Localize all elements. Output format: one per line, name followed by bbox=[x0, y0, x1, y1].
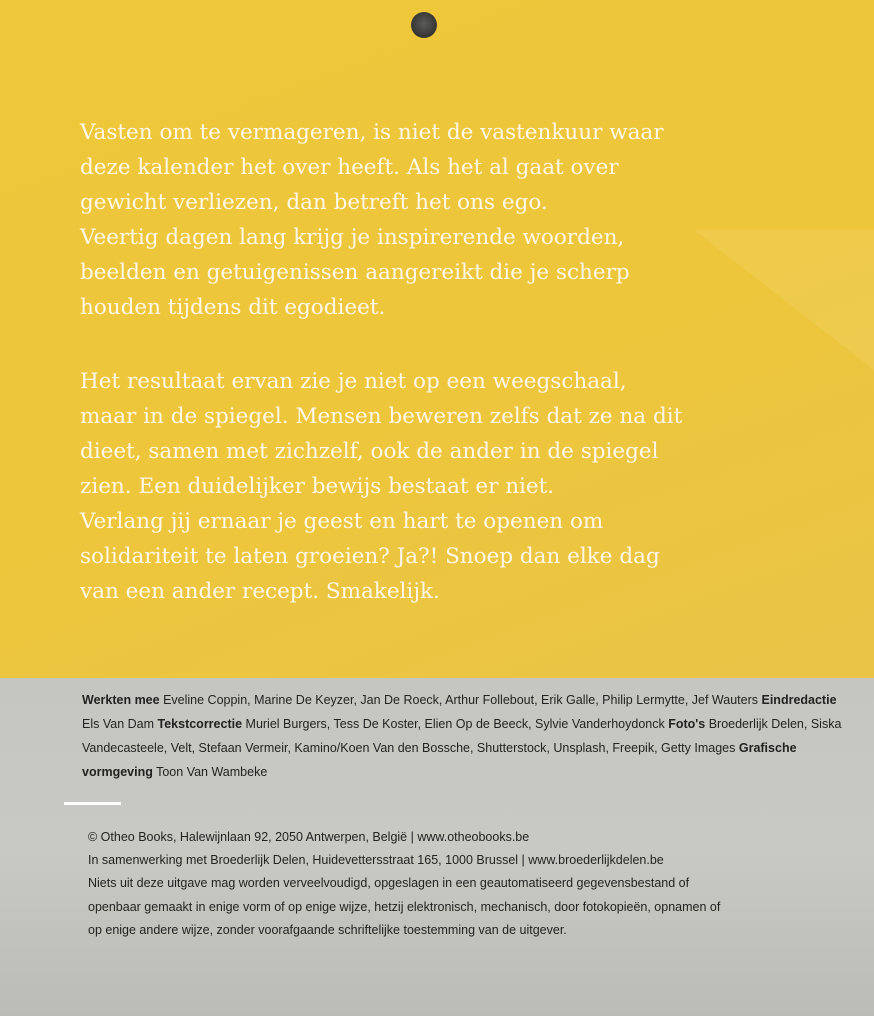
credit-fotos: Broederlijk Delen, Siska Vandecasteele, Velt, Stefaan Vermeir, Kamino/Koen Van den Bossche, Shutterstock, Unsplash, Freepik, Getty Images bbox=[82, 717, 842, 755]
text-line: zien. Een duidelijker bewijs bestaat er niet. bbox=[80, 474, 555, 499]
text-line: Verlang jij ernaar je geest en hart te openen om bbox=[80, 509, 604, 534]
legal-rights-line: Niets uit deze uitgave mag worden verveelvoudigd, opgeslagen in een geautomatiseerd gegevensbestand of bbox=[88, 876, 690, 891]
legal-block bbox=[88, 826, 808, 942]
credits-block bbox=[82, 688, 842, 784]
divider-rule bbox=[64, 802, 121, 805]
credit-label-tekstcorrectie: Tekstcorrectie bbox=[157, 717, 243, 731]
intro-paragraph-1 bbox=[80, 115, 820, 325]
text-line: houden tijdens dit egodieet. bbox=[80, 295, 386, 320]
credit-werkten-mee: Eveline Coppin, Marine De Keyzer, Jan De Roeck, Arthur Follebout, Erik Galle, Philip Lermytte, Jef Wauters bbox=[163, 693, 759, 707]
credit-label-fotos: Foto's bbox=[668, 717, 706, 731]
text-line: Vasten om te vermageren, is niet de vastenkuur waar bbox=[80, 120, 664, 145]
hanging-hole bbox=[411, 12, 437, 38]
text-line: Het resultaat ervan zie je niet op een weegschaal, bbox=[80, 369, 627, 394]
text-line: maar in de spiegel. Mensen beweren zelfs dat ze na dit bbox=[80, 404, 683, 429]
legal-partner: In samenwerking met Broederlijk Delen, Huidevettersstraat 165, 1000 Brussel | www.broederlijkdelen.be bbox=[88, 853, 664, 868]
text-line: deze kalender het over heeft. Als het al gaat over bbox=[80, 155, 619, 180]
credit-eindredactie: Els Van Dam bbox=[82, 717, 155, 731]
legal-copyright: © Otheo Books, Halewijnlaan 92, 2050 Antwerpen, België | www.otheobooks.be bbox=[88, 830, 530, 844]
credit-tekstcorrectie: Muriel Burgers, Tess De Koster, Elien Op de Beeck, Sylvie Vanderhoydonck bbox=[245, 717, 665, 731]
credit-label-vormgeving: Grafische vormgeving bbox=[82, 741, 797, 779]
credit-label-werkten-mee: Werkten mee bbox=[82, 693, 160, 707]
text-line: van een ander recept. Smakelijk. bbox=[80, 579, 440, 604]
intro-paragraph-2 bbox=[80, 364, 820, 609]
text-line: Veertig dagen lang krijg je inspirerende woorden, bbox=[80, 225, 625, 250]
text-line: gewicht verliezen, dan betreft het ons ego. bbox=[80, 190, 548, 215]
legal-rights-line: openbaar gemaakt in enige vorm of op enige wijze, hetzij elektronisch, mechanisch, door fotokopieën, opnamen of bbox=[88, 899, 721, 914]
credit-label-eindredactie: Eindredactie bbox=[761, 693, 837, 707]
text-line: dieet, samen met zichzelf, ook de ander in de spiegel bbox=[80, 439, 659, 464]
text-line: beelden en getuigenissen aangereikt die je scherp bbox=[80, 260, 630, 285]
text-line: solidariteit te laten groeien? Ja?! Snoep dan elke dag bbox=[80, 544, 660, 569]
credit-vormgeving: Toon Van Wambeke bbox=[156, 765, 268, 779]
legal-rights-line: op enige andere wijze, zonder voorafgaande schriftelijke toestemming van de uitgever. bbox=[88, 922, 567, 937]
